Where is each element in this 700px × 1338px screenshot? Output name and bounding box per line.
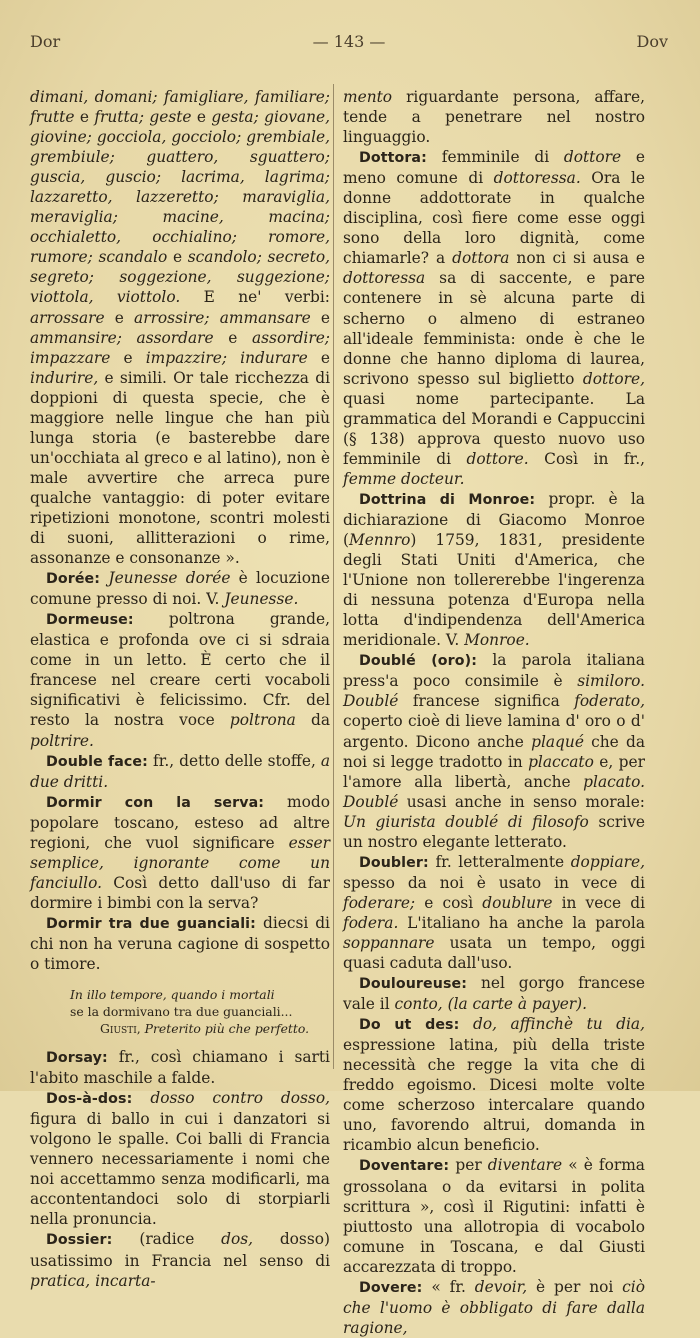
- entry-doubler: Doubler: fr. letteralmente doppiare, spesso da noi è usato in vece di foderare; e così doublure in vece di fodera. L'italiano ha anche la parola soppannare usata un tempo, oggi quasi caduta dall'uso.: [343, 852, 645, 973]
- text-run: Ora le donne addottorate in qualche disciplina, così fiere come esse oggi sono della loro dignità, come chiamarle? a: [343, 169, 645, 268]
- text-run: e: [110, 348, 146, 367]
- headword: Doventare: [359, 1158, 444, 1175]
- text-run: e: [310, 308, 330, 327]
- quote-line: In illo tempore, quando i mortali: [70, 987, 275, 1003]
- text-run: devoir,: [474, 1277, 528, 1296]
- entry-doree: Dorée: Jeunesse dorée è locuzione comune presso di noi. V. Jeunesse.: [30, 569, 330, 609]
- text-run: sa di saccente, e pare contenere in sè alcuna parte di scherno o almeno di estraneo all'ideale femminista: onde è che le donne che hanno diploma di laurea, scrivono spesso sul biglietto: [343, 269, 645, 388]
- text-run: scrive un nostro elegante letterato.: [343, 812, 645, 851]
- text-run: dos,: [221, 1230, 254, 1249]
- entry-double-oro: Doublé (oro): la parola italiana press'a poco consimile è similoro. Doublé francese significa foderato, coperto cioè di lieve lamina d' oro o d' argento. Dicono anche plaqué che da noi si legge tradotto in placcato e, per l'amore alla libertà, anche placato. Doublé usasi anche in senso morale: Un giurista doublé di filosofo scrive un nostro elegante letterato.: [343, 651, 646, 851]
- text-run: placato. Doublé: [343, 772, 645, 811]
- verse-quotation: [70, 986, 330, 1037]
- text-run: assordire; impazzare: [30, 328, 330, 367]
- column-divider: [333, 84, 334, 1069]
- entry-dossier: Dossier: (radice dos, dosso) usatissimo in Francia nel senso di pratica, incarta-: [30, 1230, 330, 1290]
- right-column: [343, 87, 645, 1338]
- headword: Dormeuse: [46, 612, 128, 629]
- text-run: mento: [343, 88, 393, 106]
- text-run: dosso contro dosso,: [150, 1089, 330, 1108]
- entry-dormir-con-la-serva: Dormir con la serva: modo popolare toscano, esteso ad altre regioni, che vuol significare esser semplice, ignorante come un fanciullo. Così detto dall'uso di far dormire i bimbi con la serva?: [30, 792, 330, 912]
- text-run: esser semplice, ignorante come un fanciullo.: [30, 833, 330, 892]
- text-run: similoro. Doublé: [343, 672, 645, 711]
- headword: Doublé (oro): [359, 653, 472, 670]
- entry-dovere: Dovere: « fr. devoir, è per noi ciò che l'uomo è obbligato di fare dalla ragione,: [343, 1277, 645, 1337]
- page-number: — 143 —: [312, 32, 386, 51]
- headword: Dovere: [359, 1279, 417, 1296]
- text-run: ammansire; assordare: [30, 328, 214, 347]
- text-run: do, affinchè tu dia,: [473, 1015, 645, 1034]
- entry-dottora: Dottora: femminile di dottore e meno comune di dottoressa. Ora le donne addottorate in qualche disciplina, così fiere come esse oggi sono della loro dignità, come chiamarle? a dottora non ci si ausa e dottoressa sa di saccente, e pare contenere in sè alcuna parte di scherno o almeno di estraneo all'ideale femminista: onde è che le donne che hanno diploma di laurea, scrivono spesso sul biglietto dottore, quasi nome partecipante. La grammatica del Morandi e Cappuccini (§ 138) approva questo nuovo uso femminile di dottore. Così in fr., femme docteur.: [343, 148, 646, 488]
- text-run: L'italiano ha anche la parola: [398, 913, 645, 932]
- text-run: diventare: [487, 1156, 563, 1175]
- entry-continuation: [343, 87, 645, 147]
- text-run: arrossire; ammansare: [134, 308, 311, 327]
- entry-continuation: [30, 87, 330, 568]
- text-run: da: [295, 711, 330, 730]
- text-run: e: [307, 348, 330, 367]
- text-run: coperto cioè di lieve lamina d' oro o d' argento. Dicono anche: [343, 712, 645, 751]
- headword: Dottrina di Monroe: [359, 491, 530, 508]
- running-header: [30, 32, 668, 54]
- text-run: e meno comune di: [343, 148, 645, 188]
- quote-author: Giusti,: [100, 1021, 141, 1037]
- headword: Dormir con la serva: [46, 794, 259, 811]
- text-run: conto, (la carte à payer).: [394, 995, 588, 1014]
- text-run: usata un tempo, oggi quasi caduta dall'uso.: [343, 933, 645, 973]
- text-run: e simili. Or tale ricchezza di doppioni di questa specie, che è maggiore nelle lingue che han più lunga storia (e basterebbe dare un'occhiata al greco e al latino), non è male avvertire che arreca pure qualche vantaggio: di poter evitare ripetizioni monotone, scontri molesti di suoni, allitterazioni o rime, assonanze e consonanze ».: [30, 368, 330, 568]
- text-run: pratica, incarta-: [30, 1271, 156, 1290]
- text-run: Mennro: [349, 531, 411, 550]
- headword: Dottora: [359, 150, 422, 167]
- entry-doventare: Doventare: per diventare « è forma grossolana o da evitarsi in polita scrittura », così il Rigutini: infatti è piuttosto una allotropia di vocabolo comune in Toscana, e dal Giusti accarezzata di troppo.: [343, 1156, 645, 1276]
- text-run: propr. è la dichiarazione di Giacomo Monroe (: [343, 489, 645, 550]
- text-run: la parola italiana press'a poco consimile è: [343, 651, 645, 691]
- text-run: dottoressa: [343, 269, 426, 288]
- headword: Dorsay: [46, 1050, 102, 1067]
- headword: Dorée: [46, 571, 95, 588]
- text-run: e: [74, 108, 95, 127]
- text-run: nel gorgo francese vale il: [343, 974, 645, 1014]
- text-run: figura di ballo in cui i danzatori si volgono le spalle. Coi balli di Francia vennero necessariamente i nomi che noi accettammo senza modificarli, ma accontentandoci solo di storpiarli nella pronuncia.: [30, 1110, 330, 1229]
- text-run: impazzire; indurare: [145, 348, 308, 367]
- entry-dormir-tra-due-guanciali: Dormir tra due guanciali: diecsi di chi non ha veruna cagione di sospetto o timore.: [30, 913, 330, 974]
- text-run: e: [167, 248, 188, 267]
- text-run: ) 1759, 1831, presidente degli Stati Uniti d'America, che l'Unione non tollererebbe l'ingerenza di nessuna potenza d'Europa nella lotta d'indipendenza dell'America meridionale. V.: [343, 531, 645, 650]
- entry-dormeuse: Dormeuse: poltrona grande, elastica e profonda ove ci si sdraia come in un letto. È certo che il francese nel creare certi vocaboli significativi è felicissimo. Cfr. del resto la nostra voce poltrona da poltrire.: [30, 610, 330, 750]
- headword: Doubler: [359, 854, 423, 871]
- text-run: fr. letteralmente: [435, 852, 571, 871]
- text-run: diecsi di chi non ha veruna cagione di sospetto o timore.: [30, 913, 330, 974]
- text-run: femminile di: [441, 148, 564, 167]
- text-run: francese significa: [398, 692, 575, 711]
- text-run: dottore,: [582, 369, 645, 388]
- headword: Do ut des: [359, 1017, 454, 1034]
- quote-work: Preterito più che perfetto.: [144, 1021, 310, 1037]
- text-run: Jeunesse dorée: [108, 569, 231, 588]
- text-run: quasi nome partecipante. La grammatica del Morandi e Cappuccini (§ 138) approva questo nuovo uso femminile di: [343, 389, 645, 468]
- entry-dos-a-dos: Dos-à-dos: dosso contro dosso, figura di ballo in cui i danzatori si volgono le spalle. Coi balli di Francia vennero necessariamente i nomi che noi accettammo senza modificarli, ma accontentandoci solo di storpiarli nella pronuncia.: [30, 1089, 330, 1229]
- text-run: arrossare: [30, 308, 105, 327]
- entry-double-face: Double face: fr., detto delle stoffe, a due dritti.: [30, 751, 330, 791]
- text-run: femme docteur.: [343, 469, 465, 488]
- text-run: non ci si ausa e: [509, 249, 646, 268]
- quote-line: se la dormivano tra due guanciali...: [70, 1004, 293, 1020]
- entry-do-ut-des: Do ut des: do, affinchè tu dia, espressione latina, più della triste necessità che regge la vita che di freddo egoismo. Dicesi molte volte come scherzoso intercalare quando uno, favorendo altrui, domanda in ricambio alcun beneficio.: [343, 1015, 645, 1155]
- text-run: fr., così chiamano i sarti l'abito maschile a falde.: [30, 1048, 330, 1088]
- text-run: e così: [415, 893, 483, 912]
- text-run: doublure: [482, 893, 553, 912]
- headword: Dos-à-dos: [46, 1091, 127, 1108]
- text-run: poltrire.: [30, 731, 94, 750]
- headword: Dormir tra due guanciali: [46, 915, 251, 932]
- text-run: dottore: [563, 148, 622, 167]
- text-run: Monroe.: [464, 631, 530, 650]
- headword: Double face: [46, 753, 143, 770]
- text-run: è locuzione comune presso di noi. V.: [30, 569, 330, 609]
- text-run: e, per l'amore alla libertà, anche: [343, 752, 646, 791]
- text-run: doppiare,: [570, 852, 645, 871]
- text-run: foderare;: [343, 893, 416, 912]
- text-run: modo popolare toscano, esteso ad altre regioni, che vuol significare: [30, 792, 330, 852]
- text-run: spesso da noi è usato in vece di: [343, 873, 645, 892]
- left-column: [30, 87, 330, 1291]
- header-left-guideword: Dor: [30, 32, 61, 51]
- text-run: in vece di: [552, 893, 645, 912]
- text-run: poltrona grande, elastica e profonda ove ci si sdraia come in un letto. È certo che il francese nel creare certi vocaboli significativi è felicissimo. Cfr. del resto la nostra voce: [30, 610, 330, 730]
- text-run: e: [104, 308, 135, 327]
- text-run: e: [213, 328, 252, 347]
- text-run: dimani, domani; famigliare, familiare; frutte: [30, 88, 330, 127]
- text-run: foderato,: [574, 692, 645, 711]
- text-run: scandolo; secreto, segreto; soggezione, suggezione; viottola, viottolo.: [30, 248, 330, 307]
- text-run: « è forma grossolana o da evitarsi in polita scrittura », così il Rigutini: infatti è piuttosto una allotropia di vocabolo comune in Toscana, e dal Giusti accarezzata di troppo.: [343, 1156, 645, 1276]
- entry-dottrina-di-monroe: Dottrina di Monroe: propr. è la dichiarazione di Giacomo Monroe (Mennro) 1759, 1831, presidente degli Stati Uniti d'America, che l'Unione non tollererebbe l'ingerenza di nessuna potenza d'Europa nella lotta d'indipendenza dell'America meridionale. V. Monroe.: [343, 489, 645, 650]
- text-run: per: [455, 1156, 488, 1175]
- text-run: usasi anche in senso morale:: [398, 792, 645, 811]
- entry-dorsay: Dorsay: fr., così chiamano i sarti l'abito maschile a falde.: [30, 1048, 330, 1088]
- text-run: ciò che l'uomo è obbligato di fare dalla ragione,: [343, 1277, 645, 1337]
- text-run: che da noi si legge tradotto in: [343, 732, 645, 771]
- text-run: espressione latina, più della triste necessità che regge la vita che di freddo egoismo. Dicesi molte volte come scherzoso intercalare quando uno, favorendo altrui, domanda in ricambio alcun beneficio.: [343, 1036, 645, 1155]
- text-run: Un giurista doublé di filosofo: [343, 812, 589, 831]
- header-right-guideword: Dov: [636, 32, 668, 51]
- text-run: gesta; giovane, giovine; gocciola, gocciolo; grembiale, grembiule; guattero, sguattero; guscia, guscio; lacrima, lagrima; lazzaretto, lazzeretto; maraviglia, meraviglia; macine, macina; occhialetto, occhialino; romore, rumore; scandalo: [30, 108, 330, 267]
- text-run: frutta; geste: [94, 108, 192, 127]
- text-run: fr., detto delle stoffe,: [153, 751, 321, 770]
- text-run: E ne' verbi:: [180, 288, 330, 307]
- text-run: è per noi: [527, 1277, 623, 1296]
- text-run: riguardante persona, affare, tende a penetrare nel nostro linguaggio.: [343, 88, 645, 147]
- text-run: dottore.: [466, 449, 529, 468]
- text-run: fodera.: [343, 913, 399, 932]
- headword: Douloureuse: [359, 976, 462, 993]
- entry-douloureuse: Douloureuse: nel gorgo francese vale il conto, (la carte à payer).: [343, 974, 645, 1014]
- text-run: Così detto dall'uso di far dormire i bimbi con la serva?: [30, 873, 330, 912]
- text-run: soppannare: [343, 933, 435, 952]
- text-run: Così in fr.,: [528, 449, 645, 468]
- headword: Dossier: [46, 1232, 107, 1249]
- text-run: (radice: [139, 1230, 222, 1249]
- text-run: poltrona: [229, 711, 296, 730]
- text-run: dottora: [452, 249, 510, 268]
- text-run: dottoressa.: [493, 169, 581, 188]
- text-run: indurire,: [30, 368, 99, 387]
- text-run: Jeunesse.: [224, 590, 299, 609]
- text-run: dosso) usatissimo in Francia nel senso di: [30, 1230, 330, 1270]
- text-run: e: [191, 108, 212, 127]
- text-run: « fr.: [431, 1277, 475, 1296]
- text-run: placcato: [528, 752, 594, 771]
- text-run: plaqué: [531, 732, 584, 751]
- text-run: a due dritti.: [30, 751, 330, 791]
